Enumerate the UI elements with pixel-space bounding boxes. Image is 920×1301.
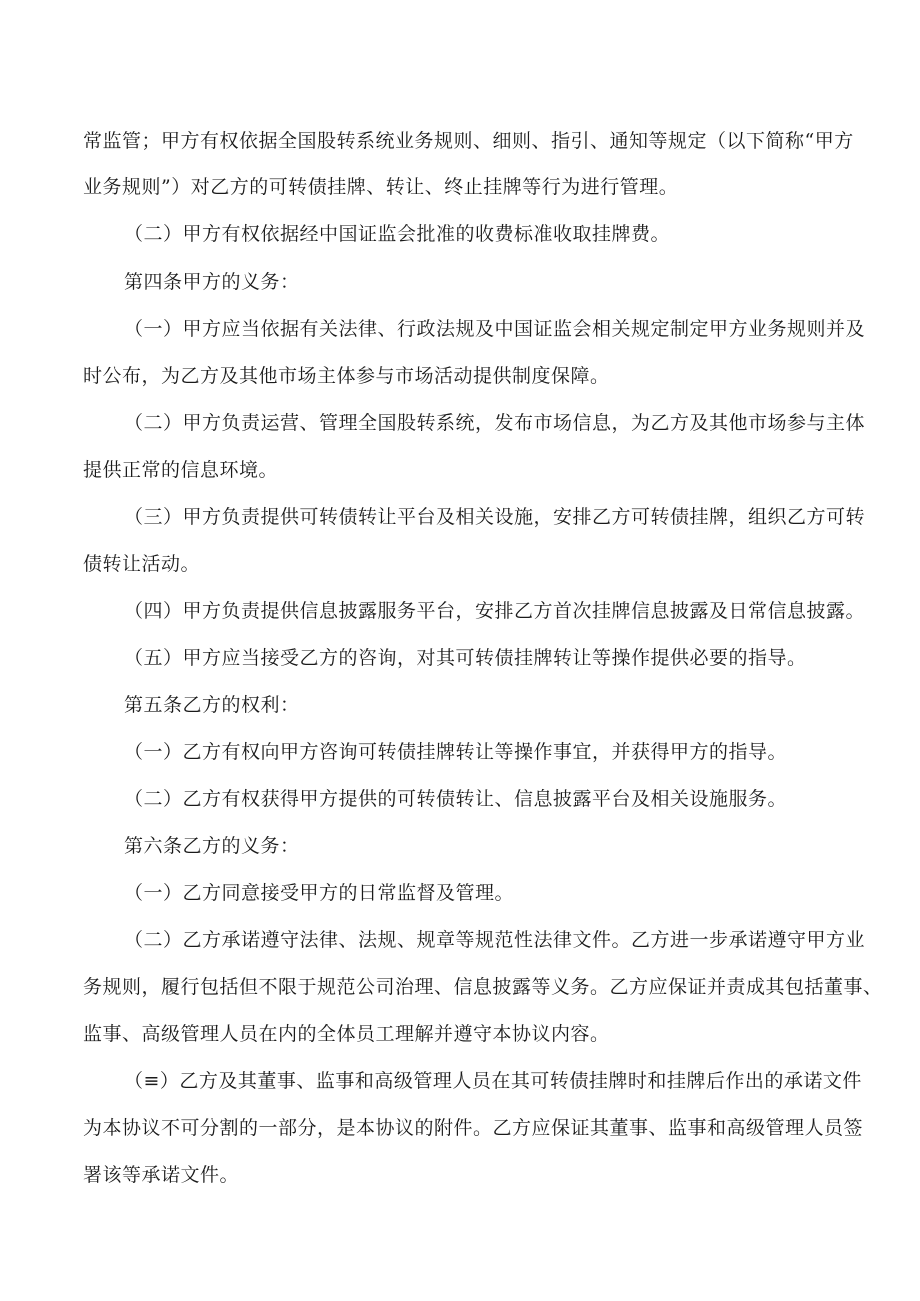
text-line: （五）甲方应当接受乙方的咨询，对其可转债挂牌转让等操作提供必要的指导。 [124, 647, 807, 669]
text-line: （一）乙方同意接受甲方的日常监督及管理。 [124, 882, 515, 904]
text-line: 署该等承诺文件。 [83, 1164, 240, 1186]
text-line: 提供正常的信息环境。 [83, 459, 279, 481]
text-line: 常监管；甲方有权依据全国股转系统业务规则、细则、指引、通知等规定（以下简称“甲方 [83, 130, 854, 152]
text-line: 时公布，为乙方及其他市场主体参与市场活动提供制度保障。 [83, 365, 610, 387]
text-line: （≡）乙方及其董事、监事和高级管理人员在其可转债挂牌时和挂牌后作出的承诺文件 [124, 1070, 862, 1092]
text-line: （二）乙方有权获得甲方提供的可转债转让、信息披露平台及相关设施服务。 [124, 788, 788, 810]
text-line: （二）甲方有权依据经中国证监会批准的收费标准收取挂牌费。 [124, 223, 671, 245]
text-line: （三）甲方负责提供可转债转让平台及相关设施，安排乙方可转债挂牌，组织乙方可转 [124, 506, 866, 528]
text-line: 业务规则”）对乙方的可转债挂牌、转让、终止挂牌等行为进行管理。 [83, 176, 679, 198]
text-line: 监事、高级管理人员在内的全体员工理解并遵守本协议内容。 [83, 1023, 610, 1045]
section-heading: 第六条乙方的义务： [124, 835, 300, 857]
text-line: （一）甲方应当依据有关法律、行政法规及中国证监会相关规定制定甲方业务规则并及 [124, 318, 866, 340]
text-line: 为本协议不可分割的一部分，是本协议的附件。乙方应保证其董事、监事和高级管理人员签 [83, 1117, 864, 1139]
text-line: （四）甲方负责提供信息披露服务平台，安排乙方首次挂牌信息披露及日常信息披露。 [124, 600, 866, 622]
text-line: 务规则，履行包括但不限于规范公司治理、信息披露等义务。乙方应保证并责成其包括董事、 [83, 976, 883, 998]
section-heading: 第四条甲方的义务： [124, 271, 300, 293]
text-line: （一）乙方有权向甲方咨询可转债挂牌转让等操作事宜，并获得甲方的指导。 [124, 741, 788, 763]
text-line: （二）甲方负责运营、管理全国股转系统，发布市场信息，为乙方及其他市场参与主体 [124, 412, 866, 434]
text-line: 债转让活动。 [83, 553, 201, 575]
text-line: （二）乙方承诺遵守法律、法规、规章等规范性法律文件。乙方进一步承诺遵守甲方业 [124, 929, 866, 951]
section-heading: 第五条乙方的权利： [124, 694, 300, 716]
